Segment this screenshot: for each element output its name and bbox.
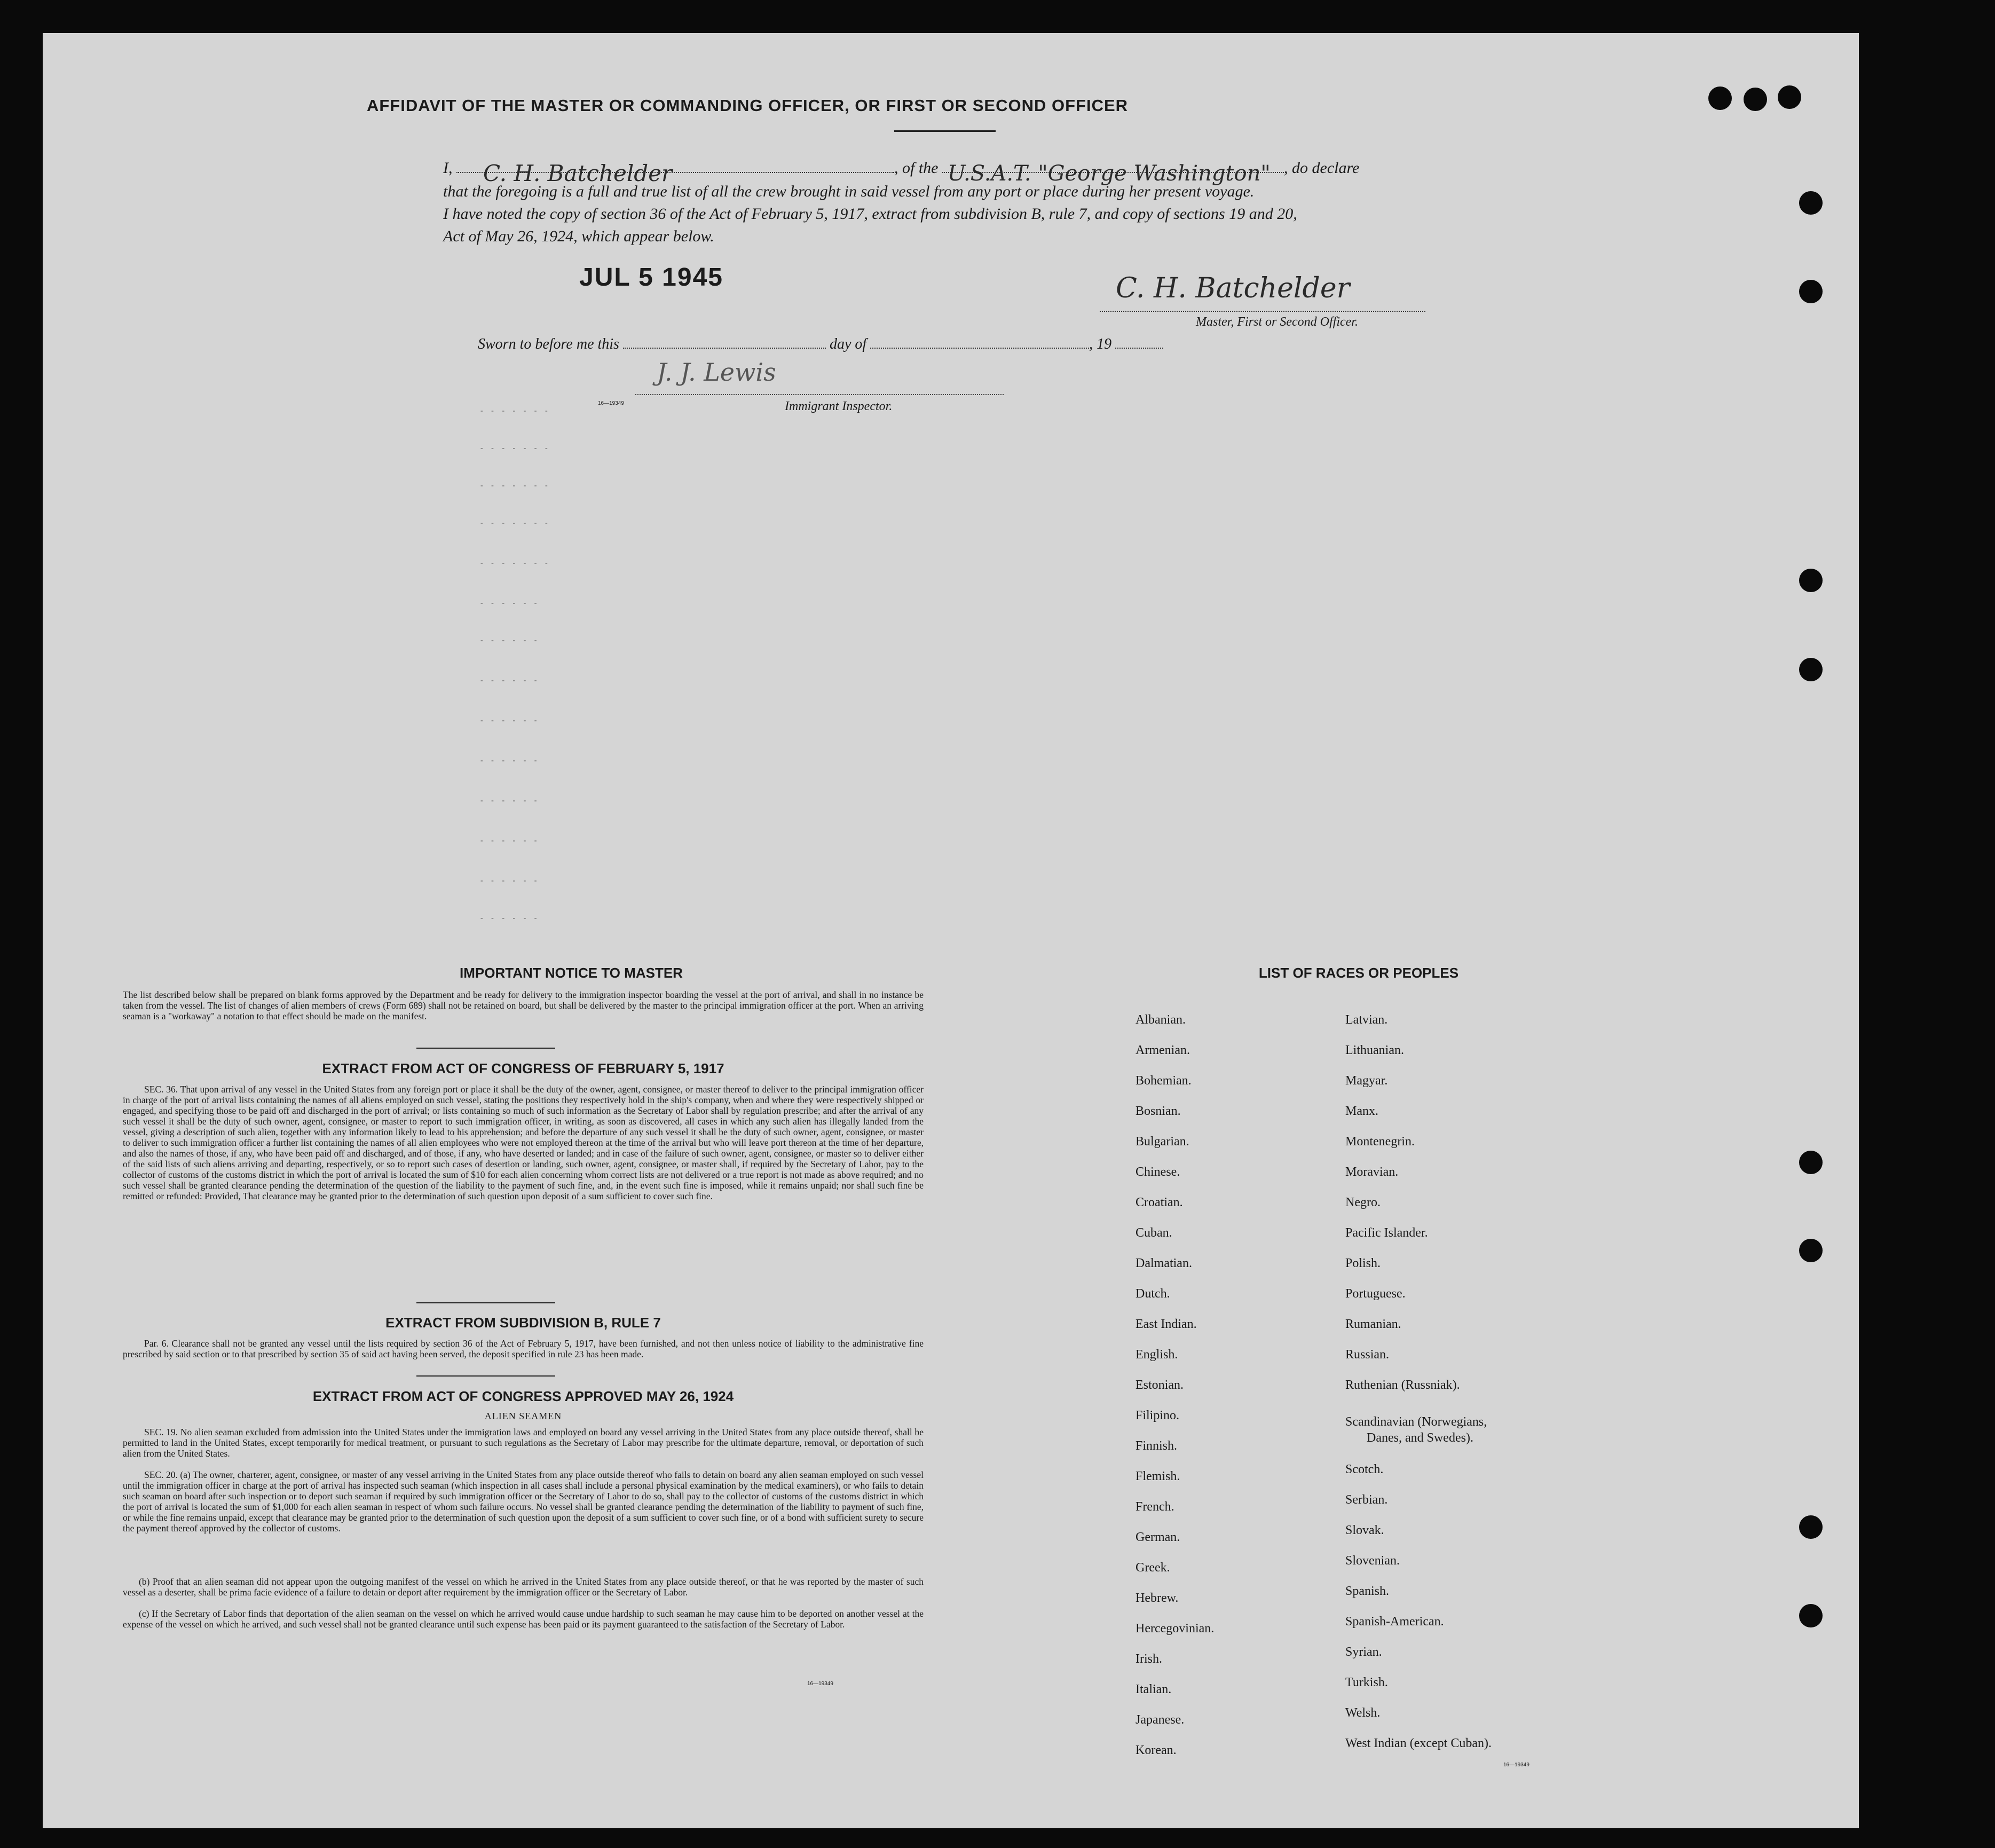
- race-item: Russian.: [1345, 1348, 1390, 1362]
- master-signature: C. H. Batchelder: [1116, 272, 1350, 304]
- race-item: East Indian.: [1136, 1317, 1197, 1331]
- race-item: Armenian.: [1136, 1043, 1190, 1057]
- race-item: Bosnian.: [1136, 1104, 1181, 1118]
- race-item: Spanish-American.: [1345, 1615, 1444, 1629]
- race-item: Montenegrin.: [1345, 1135, 1415, 1149]
- faint-ruling-marks: - - - - - - - - - - - - - - - - - - - - - - - - - - - - - - - - - - - - - - - - - - - - - - - - - - - - - - - - - - - - - - - - - - - - - - - - - - - - - - - - - - - - - - - - -: [480, 407, 551, 922]
- race-item: Portuguese.: [1345, 1287, 1406, 1301]
- extract-rule7-title: EXTRACT FROM SUBDIVISION B, RULE 7: [385, 1315, 661, 1331]
- race-item: Polish.: [1345, 1256, 1381, 1270]
- race-item: Cuban.: [1136, 1226, 1172, 1240]
- race-item: Bulgarian.: [1136, 1135, 1189, 1149]
- race-item: Ruthenian (Russniak).: [1345, 1378, 1460, 1392]
- extract-1924-sec20c: (c) If the Secretary of Labor finds that deportation of the alien seaman on the vessel on which he arrived would cause undue hardship to such seaman he may cause him to be deported on another vessel at the expense of the vessel on which he arrived, and such vessel shall not be granted clearance until such expense has been paid or its payment guaranteed to the satisfaction of the Secretary of Labor.: [123, 1608, 924, 1630]
- extract-1924-sec20a: SEC. 20. (a) The owner, charterer, agent, consignee, or master of any vessel arriving in the United States from any place outside thereof who fails to detain on board any alien seaman employed on such vessel until the immigration officer in charge at the port of arrival has inspected such seaman (which inspection in all cases shall include a personal physical examination by the medical examiners), or who fails to detain such seaman on board after such inspection or to deport such seaman if required by such immigration officer or the Secretary of Labor to do so, shall pay to the collector of customs of the customs district in which the port of arrival is located the sum of $1,000 for each alien seaman in respect of whom such failure occurs. No vessel shall be granted clearance pending the determination of the liability to payment of such fine, or while the fine remains unpaid, except that clearance may be granted prior to the determination of such question upon the deposit of a sum sufficient to cover such fine, or of a bond with sufficient surety to secure the payment thereof approved by the collector of customs.: [123, 1469, 924, 1534]
- affidavit-line-2: that the foregoing is a full and true list of all the crew brought in said vessel from any port or place during her present voyage.: [443, 183, 1255, 200]
- do-declare-text: , do declare: [1284, 159, 1360, 177]
- race-item: Irish.: [1136, 1652, 1162, 1666]
- sworn-line: [478, 333, 1163, 356]
- race-item: Serbian.: [1345, 1493, 1388, 1507]
- race-item: Danes, and Swedes).: [1367, 1431, 1473, 1445]
- punch-hole-icon: [1799, 569, 1823, 592]
- of-the-text: , of the: [894, 159, 939, 177]
- race-item: Welsh.: [1345, 1706, 1381, 1720]
- punch-hole-icon: [1799, 1239, 1823, 1262]
- affidavit-line-3: I have noted the copy of section 36 of the Act of February 5, 1917, extract from subdivision B, rule 7, and copy of sections 19 and 20,: [443, 205, 1297, 223]
- punch-hole-icon: [1799, 1151, 1823, 1174]
- notice-body: The list described below shall be prepared on blank forms approved by the Department and be ready for delivery to the immigration inspector boarding the vessel at the port of arrival, and shall in no instance be taken from the vessel. The list of changes of alien members of crews (Form 689) shall not be retained on board, but shall be delivered by the master to the principal immigration officer at the port. When an arriving seaman is a "workaway" a notation to that effect should be made on the manifest.: [123, 989, 924, 1021]
- form-number: 16—19349: [1503, 1762, 1529, 1768]
- race-item: Turkish.: [1345, 1676, 1388, 1689]
- race-item: Estonian.: [1136, 1378, 1184, 1392]
- punch-hole-icon: [1778, 85, 1801, 109]
- race-item: French.: [1136, 1500, 1174, 1514]
- races-title: LIST OF RACES OR PEOPLES: [1258, 965, 1459, 981]
- race-item: Pacific Islander.: [1345, 1226, 1428, 1240]
- race-item: Manx.: [1345, 1104, 1378, 1118]
- race-item: Korean.: [1136, 1743, 1177, 1757]
- race-item: Magyar.: [1345, 1074, 1388, 1088]
- race-item: Albanian.: [1136, 1013, 1186, 1027]
- master-name-field: [456, 160, 894, 186]
- race-item: Dutch.: [1136, 1287, 1170, 1301]
- race-item: Hebrew.: [1136, 1591, 1179, 1605]
- section-divider: [416, 1375, 555, 1377]
- sworn-year-label: , 19: [1089, 336, 1112, 352]
- race-item: Scotch.: [1345, 1462, 1384, 1476]
- affidavit-prefix: I,: [443, 159, 453, 177]
- form-number: 16—19349: [598, 400, 624, 406]
- master-name-handwritten: C. H. Batchelder: [483, 160, 673, 186]
- form-number: 16—19349: [807, 1681, 833, 1687]
- vessel-name-field: [942, 161, 1284, 186]
- race-item: Filipino.: [1136, 1409, 1180, 1422]
- race-item: West Indian (except Cuban).: [1345, 1736, 1492, 1750]
- vessel-name-handwritten: U.S.A.T. "George Washington": [948, 161, 1271, 186]
- page-title: AFFIDAVIT OF THE MASTER OR COMMANDING OFFICER, OR FIRST OR SECOND OFFICER: [366, 96, 1129, 115]
- punch-hole-icon: [1744, 88, 1767, 111]
- affidavit-line-1: [443, 157, 1484, 186]
- sworn-day-label: day of: [829, 336, 867, 352]
- inspector-caption: Immigrant Inspector.: [785, 399, 893, 413]
- race-item: Bohemian.: [1136, 1074, 1192, 1088]
- affidavit-line-4: Act of May 26, 1924, which appear below.: [443, 227, 714, 245]
- race-item: German.: [1136, 1530, 1180, 1544]
- race-item: Croatian.: [1136, 1196, 1183, 1209]
- race-item: Lithuanian.: [1345, 1043, 1404, 1057]
- race-item: Slovenian.: [1345, 1554, 1400, 1568]
- inspector-signature-line: [635, 394, 1004, 395]
- punch-hole-icon: [1799, 280, 1823, 303]
- race-item: Syrian.: [1345, 1645, 1382, 1659]
- race-item: Slovak.: [1345, 1523, 1384, 1537]
- extract-1917-body: SEC. 36. That upon arrival of any vessel in the United States from any foreign port or place it shall be the duty of the owner, agent, consignee, or master thereof to deliver to the principal immigration officer in charge of the port of arrival lists containing the names of all aliens employed on such vessel, stating the positions they respectively hold in the ship's company, when and where they were respectively shipped or engaged, and specifying those to be paid off and discharged in the port of arrival; or lists containing so much of such information as the Secretary of Labor shall by regulation prescribe; and after the arrival of any such vessel it shall be the duty of such owner, agent, consignee, or master to report to such immigration officer, in writing, as soon as discovered, all cases in which any such alien has illegally landed from the vessel, giving a description of such alien, together with any information likely to lead to his apprehension; and before the departure of any such vessel it shall be the duty of such owner, agent, consignee, or master to deliver to such immigration officer a further list containing the names of all alien employees who were not employed thereon at the time of the arrival but who will leave port thereon at the time of her departure, and also the names of those, if any, who have been paid off and discharged, and of those, if any, who have deserted or landed; and in case of the failure of such owner, agent, consignee, or master so to deliver either of the said lists of such aliens arriving and departing, respectively, or so to report such cases of desertion or landing, such owner, agent, consignee, or master shall, if required by the Secretary of Labor, pay to the collector of customs of the customs district in which the port of arrival is located the sum of $10 for each alien concerning whom correct lists are not delivered or a true report is not made as above required; and no such vessel shall be granted clearance pending the determination of the question of the liability to the payment of such fine, and, in the event such fine is imposed, while it remains unpaid; nor shall such fine be remitted or refunded: Provided, That clearance may be granted prior to the determination of such question upon deposit of a sum sufficient to cover such fine.: [123, 1084, 924, 1201]
- sworn-prefix: Sworn to before me this: [478, 336, 619, 352]
- punch-hole-icon: [1799, 1604, 1823, 1627]
- extract-rule7-body: Par. 6. Clearance shall not be granted any vessel until the lists required by section 36 of the Act of February 5, 1917, have been furnished, and not then unless notice of liability to the administrative fine prescribed by said section or to that prescribed by section 35 of said act having been served, the deposit specified in rule 23 has been made.: [123, 1338, 924, 1359]
- section-divider: [416, 1302, 555, 1303]
- race-item: Finnish.: [1136, 1439, 1178, 1453]
- master-signature-caption: Master, First or Second Officer.: [1196, 315, 1358, 329]
- race-item: Dalmatian.: [1136, 1256, 1192, 1270]
- race-item: Japanese.: [1136, 1713, 1185, 1727]
- inspector-signature: J. J. Lewis: [657, 358, 776, 387]
- sworn-year-field: [1115, 348, 1163, 349]
- race-item: Spanish.: [1345, 1584, 1390, 1598]
- punch-hole-icon: [1708, 86, 1732, 110]
- sworn-day-field: [623, 348, 826, 349]
- extract-1917-title: EXTRACT FROM ACT OF CONGRESS OF FEBRUARY 5, 1917: [322, 1060, 724, 1076]
- punch-hole-icon: [1799, 1515, 1823, 1539]
- punch-hole-icon: [1799, 191, 1823, 215]
- extract-1924-subtitle: ALIEN SEAMEN: [484, 1411, 562, 1421]
- race-item: Moravian.: [1345, 1165, 1399, 1179]
- race-item: Italian.: [1136, 1682, 1172, 1696]
- section-divider: [416, 1048, 555, 1049]
- race-item: Negro.: [1345, 1196, 1381, 1209]
- extract-1924-sec20b: (b) Proof that an alien seaman did not appear upon the outgoing manifest of the vessel on which he arrived in the United States from any place outside thereof, or that he was reported by the master of such vessel as a deserter, shall be prima facie evidence of a failure to detain or deport after requirement by the immigration officer or the Secretary of Labor.: [123, 1576, 924, 1598]
- race-item: Hercegovinian.: [1136, 1622, 1215, 1635]
- race-item: English.: [1136, 1348, 1178, 1362]
- race-item: Rumanian.: [1345, 1317, 1401, 1331]
- sworn-month-field: [870, 348, 1089, 349]
- punch-hole-icon: [1799, 658, 1823, 681]
- race-item: Latvian.: [1345, 1013, 1388, 1027]
- extract-1924-sec19: SEC. 19. No alien seaman excluded from admission into the United States under the immigration laws and employed on board any vessel arriving in the United States from any place outside thereof, shall be permitted to land in the United States, except temporarily for medical treatment, or pursuant to such regulations as the Secretary of Labor may prescribe for the ultimate departure, removal, or deportation of such alien from the United States.: [123, 1427, 924, 1459]
- race-item: Greek.: [1136, 1561, 1170, 1575]
- extract-1924-title: EXTRACT FROM ACT OF CONGRESS APPROVED MAY 26, 1924: [312, 1388, 734, 1404]
- master-signature-line: [1100, 311, 1425, 312]
- race-item: Flemish.: [1136, 1469, 1180, 1483]
- notice-title: IMPORTANT NOTICE TO MASTER: [460, 965, 683, 981]
- date-stamp: JUL 5 1945: [579, 263, 723, 292]
- race-item: Scandinavian (Norwegians,: [1345, 1415, 1487, 1429]
- document-page: [43, 33, 1859, 1828]
- title-divider: [894, 130, 996, 132]
- race-item: Chinese.: [1136, 1165, 1180, 1179]
